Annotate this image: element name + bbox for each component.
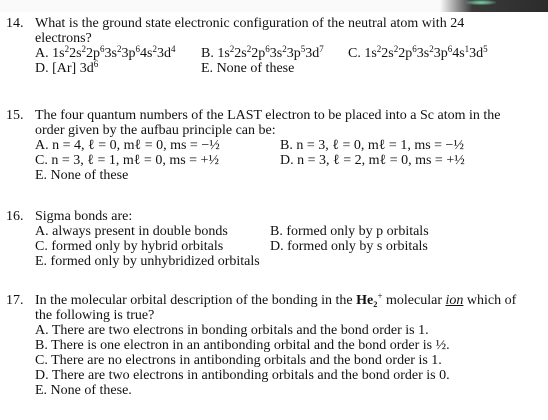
q17-stem-post: which of (463, 293, 517, 308)
question-17 (6, 293, 516, 398)
config-electron-count: 2 (376, 44, 382, 54)
config-electron-count: 2 (282, 44, 287, 54)
config-electron-count: 2 (229, 44, 235, 54)
q15-option-d[interactable]: D. n = 3, ℓ = 2, mℓ = 0, ms = +½ (280, 153, 465, 168)
config-orbital: 2s (381, 46, 394, 61)
config-orbital: 4s (452, 46, 465, 61)
q14-option-e-text: None of these (216, 61, 295, 76)
config-orbital: 1s (217, 46, 230, 61)
q15-option-a[interactable]: A. n = 4, ℓ = 0, mℓ = 0, ms = −½ (35, 138, 220, 153)
config-orbital: 2s (234, 46, 247, 61)
config-electron-count: 4 (170, 44, 176, 54)
config-orbital: 3s (269, 46, 283, 61)
config-electron-count: 1 (464, 44, 470, 54)
q17-species: He₂ (356, 293, 378, 308)
config-orbital: 3s (416, 46, 430, 61)
q14-option-d[interactable] (35, 61, 98, 76)
q15-stem-line1 (6, 108, 501, 123)
q16-option-c[interactable]: C. formed only by hybrid orbitals (35, 239, 224, 254)
config-electron-count: 6 (265, 44, 270, 54)
top-glow-highlight (466, 0, 496, 5)
q16-stem-text: Sigma bonds are: (35, 209, 133, 224)
config-orbital: 1s (52, 46, 65, 61)
q14-option-label: A. (35, 46, 53, 61)
q14-stem-line2: electrons? (35, 31, 92, 46)
config-electron-count: 2 (81, 44, 87, 54)
q16-options-row1 (6, 224, 429, 239)
q14-number: 14. (6, 16, 24, 31)
config-electron-count: 5 (300, 44, 306, 54)
config-orbital: 4s (139, 46, 153, 61)
q15-option-c[interactable]: C. n = 3, ℓ = 1, mℓ = 0, ms = +½ (35, 153, 219, 168)
q17-option-b[interactable]: B. There is one electron in an antibonding orbital and the bond order is ½. (35, 338, 450, 353)
config-electron-count: 2 (152, 44, 157, 54)
config-electron-count: 5 (483, 44, 488, 54)
config-orbital: 3p (433, 46, 448, 61)
q16-option-e[interactable]: E. formed only by unhybridized orbitals (35, 254, 260, 269)
q14-option-b[interactable] (201, 46, 324, 61)
q16-option-a[interactable]: A. always present in double bonds (35, 224, 228, 239)
q16-stem-line (6, 209, 260, 224)
q14-stem-line1 (6, 16, 464, 31)
q17-ion-word: ion (445, 293, 464, 308)
config-orbital: 2s (69, 46, 82, 61)
q17-number: 17. (6, 293, 24, 308)
q15-option-e[interactable]: E. None of these (35, 168, 129, 183)
q14-stem-text1: What is the ground state electronic configuration of the neutral atom with 24 (35, 16, 465, 31)
config-orbital: 1s (364, 46, 377, 61)
q14-options-row1 (6, 44, 488, 61)
q14-option-label: C. (348, 46, 365, 61)
q14-option-a[interactable] (35, 46, 175, 61)
q17-stem-mid: molecular (382, 293, 446, 308)
q15-options-row2 (6, 153, 501, 168)
q14-options-row2 (6, 61, 464, 76)
config-orbital: 3p (286, 46, 301, 61)
q17-option-d[interactable]: D. There are two electrons in antibonding orbitals and the bond order is 0. (35, 368, 450, 383)
config-electron-count: 6 (447, 44, 453, 54)
config-electron-count: 7 (319, 44, 324, 54)
config-electron-count: 2 (64, 44, 70, 54)
q17-stem-pre: In the molecular orbital description of the bonding in the (35, 293, 357, 308)
config-orbital: 3p (121, 46, 136, 61)
q14-option-e[interactable] (201, 61, 294, 76)
config-orbital: 2p (86, 46, 101, 61)
q15-options-row1 (6, 138, 501, 153)
config-electron-count: 6 (135, 44, 140, 54)
question-15 (6, 108, 501, 183)
q17-option-e[interactable]: E. None of these. (35, 383, 132, 398)
q17-option-a[interactable]: A. There are two electrons in bonding orbitals and the bond order is 1. (35, 323, 429, 338)
config-electron-count: 6 (100, 44, 105, 54)
q14-option-e-label: E. (201, 61, 214, 76)
q15-number: 15. (6, 108, 24, 123)
config-orbital: [Ar] 3d (52, 61, 94, 76)
config-electron-count: 2 (116, 44, 122, 54)
config-orbital: 3d (305, 46, 320, 61)
config-electron-count: 6 (93, 59, 99, 69)
config-electron-count: 2 (393, 44, 399, 54)
q17-charge: + (377, 291, 383, 301)
q17-option-c[interactable]: C. There are no electrons in antibonding orbitals and the bond order is 1. (35, 353, 442, 368)
config-orbital: 3d (156, 46, 171, 61)
config-electron-count: 2 (429, 44, 434, 54)
q14-option-label: B. (201, 46, 218, 61)
q14-option-label: D. (35, 61, 53, 76)
config-electron-count: 2 (246, 44, 252, 54)
q15-stem-text1: The four quantum numbers of the LAST electron to be placed into a Sc atom in the (35, 108, 501, 123)
q17-stem-line1 (6, 293, 516, 308)
q15-stem-line2: order given by the aufbau principle can be: (35, 123, 276, 138)
config-orbital: 2p (251, 46, 266, 61)
q16-option-b[interactable]: B. formed only by p orbitals (270, 224, 429, 239)
q16-number: 16. (6, 209, 24, 224)
q16-option-d[interactable]: D. formed only by s orbitals (270, 239, 428, 254)
top-strip (0, 0, 548, 12)
question-16 (6, 209, 429, 269)
q17-stem-line2: the following is true? (35, 308, 155, 323)
q14-option-c[interactable] (348, 46, 488, 61)
config-electron-count: 6 (412, 44, 417, 54)
q15-option-b[interactable]: B. n = 3, ℓ = 0, mℓ = 1, ms = −½ (280, 138, 464, 153)
config-orbital: 3s (104, 46, 117, 61)
question-14 (6, 16, 488, 76)
config-orbital: 3d (469, 46, 484, 61)
q16-options-row2 (6, 239, 428, 254)
config-orbital: 2p (398, 46, 413, 61)
